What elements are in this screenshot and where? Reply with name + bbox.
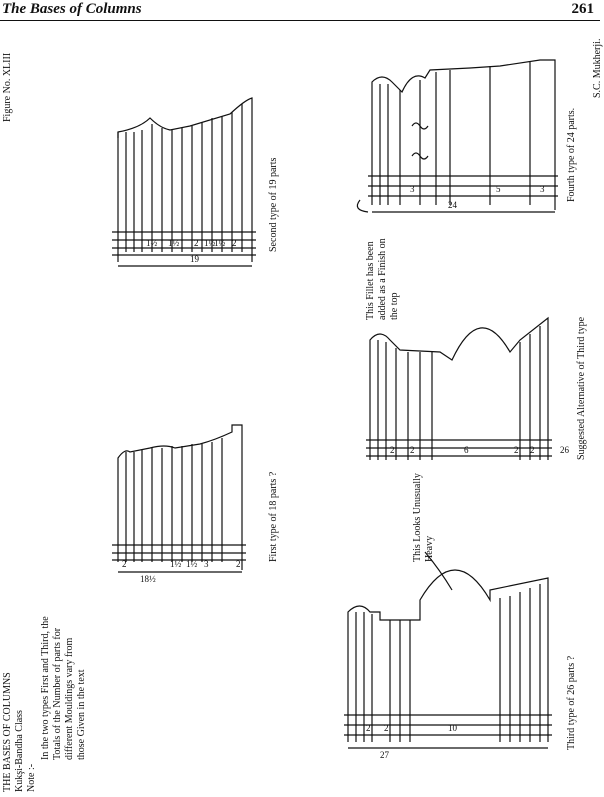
total: 19: [190, 254, 199, 264]
label: 1½: [168, 238, 180, 248]
label: 10: [448, 723, 457, 733]
label: 2: [236, 559, 241, 569]
label: 2: [530, 445, 535, 455]
signature: S.C. Mukherji.: [592, 38, 603, 98]
label: 2: [194, 238, 199, 248]
label: 2: [390, 445, 395, 455]
annotation-heavy: This Looks Unusually Heavy: [412, 473, 435, 562]
label: 2: [232, 238, 237, 248]
total: 24: [448, 200, 457, 210]
drawing-alt: [366, 318, 570, 460]
caption-heading: THE BASES OF COLUMNS: [2, 672, 13, 792]
label: 2: [366, 723, 371, 733]
drawing-third: [344, 552, 552, 760]
caption-class: Kukşi-Bandha Class: [14, 710, 25, 792]
note-line: those Given in the text: [76, 669, 87, 760]
caption-first: First type of 18 parts ?: [268, 471, 279, 562]
note-line: In the two types First and Third, the: [40, 616, 51, 760]
label: 2: [410, 445, 415, 455]
architectural-drawings: [0, 22, 600, 797]
label: 3: [204, 559, 209, 569]
page-title: The Bases of Columns: [2, 1, 142, 17]
caption-alt: Suggested Alternative of Third type: [576, 316, 587, 460]
drawing-second: [112, 98, 256, 266]
page-header: [0, 0, 600, 22]
label: 1½: [204, 238, 216, 248]
label: 1½: [170, 559, 182, 569]
label: 3: [410, 184, 415, 194]
drawing-first: [112, 425, 246, 584]
label: 2: [384, 723, 389, 733]
label: 3: [540, 184, 545, 194]
label: 1½: [186, 559, 198, 569]
caption-third: Third type of 26 parts ?: [566, 655, 577, 750]
header-rule: [0, 20, 600, 21]
total: 26: [560, 445, 569, 455]
label: 2: [122, 559, 127, 569]
label: 6: [464, 445, 469, 455]
note-line: different Mouldings vary from: [64, 637, 75, 760]
annotation-fillet: This Fillet has been added as a Finish on the top: [365, 238, 400, 320]
label: 5: [496, 184, 501, 194]
figure-number: Figure No. XLIII: [2, 52, 13, 122]
note-label: Note :-: [26, 763, 37, 792]
caption-second: Second type of 19 parts: [268, 157, 279, 252]
total: 27: [380, 750, 389, 760]
label: 1½: [214, 238, 226, 248]
total: 18½: [140, 574, 156, 584]
label: 2: [514, 445, 519, 455]
note-line: Totals of the Number of parts for: [52, 627, 63, 760]
page-number: 261: [571, 1, 594, 17]
label: 1½: [146, 238, 158, 248]
caption-fourth: Fourth type of 24 parts.: [566, 107, 577, 202]
drawing-fourth: [357, 60, 558, 212]
